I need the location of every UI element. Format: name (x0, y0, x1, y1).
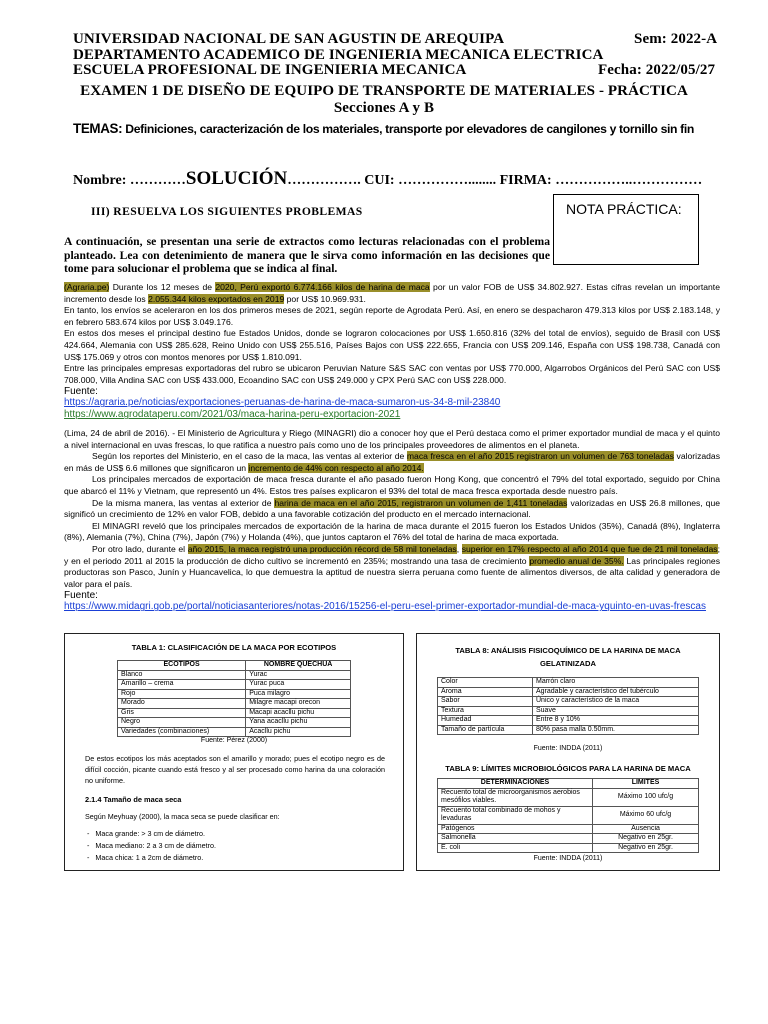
dry-maca-size-intro: Según Meyhuay (2000), la maca seca se puede clasificar en: (85, 812, 280, 821)
table9 (437, 778, 699, 853)
topics-line (73, 121, 694, 136)
dry-maca-size-heading: 2.1.4 Tamaño de maca seca (85, 795, 182, 804)
highlight: promedio anual de 35%. (529, 555, 624, 566)
grade-box-label: NOTA PRÁCTICA: (566, 201, 682, 217)
name-label: Nombre: ………… (73, 173, 186, 188)
cui-signature-fields: ……………. CUI: ……………........ FIRMA: ……………..…………… (287, 173, 703, 188)
highlight: incremento de 44% con respecto al año 2014. (248, 462, 424, 473)
table-row: Recuento total combinado de mohos y levaduras Máximo 60 ufc/g (438, 806, 699, 824)
source-label: Fuente: (64, 590, 98, 602)
table8-source: Fuente: INDDA (2011) (533, 745, 603, 752)
table-row: Patógenos Ausencia (438, 824, 699, 834)
table-row: Textura Suave (438, 706, 699, 716)
extract-2: (Lima, 24 de abril de 2016). - El Ministerio de Agricultura y Riego (MINAGRI) dio a conocer hoy que el Perú destaca como el primer exportador mundial de maca y el quinto a nivel internacional en uvas frescas, lo que ratifica a nuestro país como uno de los principales proveedores de alimentos en el planeta. Según los reportes del Ministerio, en el caso de la maca, las ventas al exterior de maca fresca en el año 2015 registraron un volumen de 763 toneladas valorizadas en más de US$ 6.6 millones que significaron un incremento de 44% con respecto al año 2014. Los principales mercados de exportación de maca fresca durante el año pasado fueron Hong Kong, que concentró el 79% del total exportado, seguido por China que abarcó el 11% y Vietnam, que representó un 4%. Estos tres países explicaron el 93% del total de maca fresca exportada desde nuestro país. De la misma manera, las ventas al exterior de harina de maca en el año 2015, registraron un volumen de 1,411 toneladas valorizadas en US$ 26.8 millones, que significó un crecimiento de 12% en valor FOB, debido a una favorable cotización del producto en el mercado internacional. El MINAGRI reveló que los principales mercados de exportación de la harina de maca durante el 2015 fueron los Estados Unidos (35%), Canadá (8%), Inglaterra (8%), Alemania (7%), China (7%), Japón (7%) y Holanda (4%), que juntos captaron el 76% del total de harina de maca exportada. Por otro lado, durante el año 2015, la maca registró una producción récord de 58 mil toneladas, superior en 17% respecto al año 2014 que fue de 21 mil toneladas; y en el periodo 2011 al 2015 la producción de dicho cultivo se incrementó en 235%; mostrando una tasa de crecimiento promedio anual de 35%. Las principales regiones productoras son Pasco, Junín y Huancavelica, lo que demuestra la aptitud de nuestra sierra peruana como fuente de alimentos diversos, de alta calidad y generadora de valor para el país. Fuente: https://www.midagri.gob.pe/portal/noticiasanteriores/notas-2016/15256-el-peru-esel-primer-exportador-mundial-de-maca-yquinto-en-uvas-frescas (64, 428, 721, 613)
table-row: Variedades (combinaciones) Acacllu pichu (118, 727, 351, 737)
school-name: ESCUELA PROFESIONAL DE INGENIERIA MECANICA (73, 62, 467, 78)
table-row: Salmonella Negativo en 25gr. (438, 834, 699, 844)
source-link-3[interactable]: https://www.midagri.gob.pe/portal/noticiasanteriores/notas-2016/15256-el-peru-esel-primer-exportador-mundial-de-maca-yquinto-en-uvas-frescas (64, 601, 706, 613)
table1-title: TABLA 1: CLASIFICACIÓN DE LA MACA POR ECOTIPOS (131, 643, 337, 652)
source-link-2[interactable]: https://www.agrodataperu.com/2021/03/maca-harina-peru-exportacion-2021 (64, 409, 401, 421)
section-title: III) RESUELVA LOS SIGUIENTES PROBLEMAS (91, 205, 363, 218)
table-row: Blanco Yurac (118, 670, 351, 680)
list-item: - Maca chica: 1 a 2cm de diámetro. (87, 853, 204, 862)
student-line (73, 168, 702, 190)
paragraph: (Lima, 24 de abril de 2016). - El Ministerio de Agricultura y Riego (MINAGRI) dio a conocer hoy que el Perú destaca como el primer exportador mundial de maca y el quinto a nivel internacional en uvas frescas, lo que ratifica a nuestro país como uno de los principales proveedores de alimentos en el planeta. (64, 428, 720, 450)
paragraph: Entre las principales empresas exportadoras del rubro se ubicaron Peruvian Nature S&S SAC con ventas por US$ 770.000, Algarrobos Orgánicos del Perú SAC con US$ 708.000, Villa Andina SAC con US$ 433.000, Ecoandino SAC con US$ 249.000 y CPX Perú SAC con US$ 228.000. (64, 363, 720, 385)
table-row: Color Marrón claro (438, 678, 699, 688)
table1-header: ECOTIPOS (118, 661, 246, 671)
semester: Sem: 2022-A (634, 31, 718, 47)
exam-sections: Secciones A y B (333, 100, 435, 116)
tables-8-9-panel (416, 633, 720, 871)
highlight: superior en 17% respecto al año 2014 que fue de 21 mil toneladas (461, 543, 718, 554)
table9-header: LIMITES (593, 779, 699, 789)
table9-source: Fuente: INDDA (2011) (533, 855, 603, 862)
table-row: E. coli Negativo en 25gr. (438, 843, 699, 853)
table1-panel (64, 633, 404, 871)
table9-header: DETERMINACIONES (438, 779, 593, 789)
table-row: Negro Yana acacllu pichu (118, 718, 351, 728)
table8-title: TABLA 8: ANÁLISIS FISICOQUÍMICO DE LA HARINA DE MACA (455, 646, 681, 655)
source-label: Fuente: (64, 386, 98, 398)
topics-text: Definiciones, caracterización de los materiales, transporte por elevadores de cangilones y tornillo sin fin (122, 122, 695, 136)
highlight: harina de maca en el año 2015, registraron un volumen de 1,411 toneladas (274, 497, 568, 508)
paragraph: Los principales mercados de exportación de maca fresca durante el año pasado fueron Hong Kong, que concentró el 79% del total exportado, seguido por China que abarcó el 11% y Vietnam, que representó un 4%. Estos tres países explicaron el 93% del total de maca fresca exportada desde nuestro país. (64, 474, 720, 496)
grade-box (553, 194, 699, 265)
table1-header: NOMBRE QUECHUA (246, 661, 351, 671)
paragraph: En estos dos meses el principal destino fue Estados Unidos, donde se lograron colocaciones por US$ 1.650.816 (32% del total de envíos), seguido de Brasil con US$ 424.664, Alemania con US$ 285.628, Reino Unido con US$ 255.516, Países Bajos con US$ 222.655, Francia con US$ 209.146, España con US$ 198.738, Canadá con US$ 175.069 y otros con montos menores por US$ 1.810.091. (64, 328, 720, 362)
highlight: año 2015, la maca registró una producción récord de 58 mil toneladas (187, 543, 457, 554)
size-list (87, 828, 216, 864)
paragraph: El MINAGRI reveló que los principales mercados de exportación de la harina de maca durante el 2015 fueron los Estados Unidos (35%), Canadá (8%), Inglaterra (8%), Alemania (7%), China (7%), Japón (7%) y Holanda (4%), que juntos captaron el 76% del total de harina de maca exportada. (64, 520, 720, 543)
table1-source: Fuente: Pérez (2000) (200, 737, 268, 744)
paragraph: En tanto, los envíos se aceleraron en los dos primeros meses de 2021, según reporte de Agrodata Perú. Así, en enero se despacharon 479.313 kilos por US$ 2.183.148, y en febrero 583.674 kilos por US$ 3.049.176. (64, 305, 720, 327)
table8-title-2: GELATINIZADA (540, 659, 596, 668)
source-link-1[interactable]: https://agraria.pe/noticias/exportaciones-peruanas-de-harina-de-maca-sumaron-us-34-8-mil-23840 (64, 397, 501, 409)
list-item: - Maca grande: > 3 cm de diámetro. (87, 829, 206, 838)
topics-label: TEMAS: (73, 121, 123, 136)
table-row: Tamaño de partícula 80% pasa malla 0.50mm. (438, 725, 699, 735)
highlight: 2.055.344 kilos exportados en 2019 (148, 293, 285, 304)
table9-title: TABLA 9: LÍMITES MICROBIOLÓGICOS PARA LA HARINA DE MACA (445, 764, 691, 773)
table8 (437, 677, 699, 735)
exam-title: EXAMEN 1 DE DISEÑO DE EQUIPO DE TRANSPORTE DE MATERIALES - PRÁCTICA (80, 83, 688, 99)
extract-1: (Agraria.pe) Durante los 12 meses de 2020, Perú exportó 6.774.166 kilos de harina de maca por un valor FOB de US$ 34.802.927. Estas cifras revelan un importante incremento desde los 2.055.344 kilos exportados en 2019 por US$ 10.969.931. En tanto, los envíos se aceleraron en los dos primeros meses de 2021, según reporte de Agrodata Perú. Así, en enero se despacharon 479.313 kilos por US$ 2.183.148, y en febrero 583.674 kilos por US$ 3.049.176. En estos dos meses el principal destino fue Estados Unidos, donde se lograron colocaciones por US$ 1.650.816 (32% del total de envíos), seguido de Brasil con US$ 424.664, Alemania con US$ 285.628, Reino Unido con US$ 255.516, Países Bajos con US$ 222.655, Francia con US$ 209.146, España con US$ 198.738, Canadá con US$ 175.069 y otros con montos menores por US$ 1.810.091. Entre las principales empresas exportadoras del rubro se ubicaron Peruvian Nature S&S SAC con ventas por US$ 770.000, Algarrobos Orgánicos del Perú SAC con US$ 708.000, Villa Andina SAC con US$ 433.000, Ecoandino SAC con US$ 249.000 y CPX Perú SAC con US$ 228.000. Fuente: https://agraria.pe/noticias/exportaciones-peruanas-de-harina-de-maca-sumaron-us-34-8-mil-23840 https://www.agrodataperu.com/2021/03/maca-harina-peru-exportacion-2021 (64, 282, 720, 421)
table-row: Amarillo – crema Yurac puca (118, 680, 351, 690)
intro-paragraph: A continuación, se presentan una serie de extractos como lecturas relacionadas con el problema planteado. Lea con detenimiento de manera que le sirva como información en las decisiones que tome para solucionar el problema que se indica al final. (64, 235, 550, 275)
table-row: Rojo Puca milagro (118, 689, 351, 699)
university-name: UNIVERSIDAD NACIONAL DE SAN AGUSTIN DE AREQUIPA (73, 31, 505, 47)
table-row: Recuento total de microorganismos aerobios mesófilos viables. Máximo 100 ufc/g (438, 788, 699, 806)
ecotypes-paragraph: De estos ecotipos los más aceptados son el amarillo y morado; pues el ecotipo negro es de difícil cocción, picante cuando está fresco y al ser procesado como harina da una coloración no uniforme. (85, 754, 385, 785)
highlight: maca fresca en el año 2015 registraron un volumen de 763 toneladas (406, 451, 674, 462)
table-row: Morado Milagre macapi orecon (118, 699, 351, 709)
name-value: SOLUCIÓN (185, 168, 288, 189)
table1 (117, 660, 351, 737)
table-row: Sabor Único y característico de la maca (438, 697, 699, 707)
exam-date: Fecha: 2022/05/27 (598, 62, 716, 78)
table-row: Gris Macapi acacllu pichu (118, 708, 351, 718)
table-row: Humedad Entre 8 y 10% (438, 716, 699, 726)
table-row: Aroma Agradable y característico del tubérculo (438, 687, 699, 697)
department-name: DEPARTAMENTO ACADEMICO DE INGENIERIA MECANICA ELECTRICA (73, 47, 604, 63)
highlight: 2020, Perú exportó 6.774.166 kilos de harina de maca (215, 282, 430, 292)
list-item: - Maca mediano: 2 a 3 cm de diámetro. (87, 841, 217, 850)
highlight: (Agraria.pe) (64, 282, 110, 292)
